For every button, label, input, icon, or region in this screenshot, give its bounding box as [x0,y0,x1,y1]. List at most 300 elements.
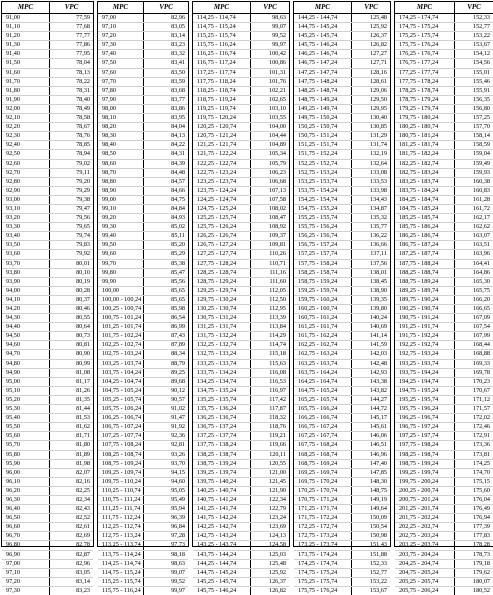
cell-vpc: 153,22 [472,32,490,40]
cell-mpc: 133,25 - 133,74 [193,360,251,368]
cell-vpc: 78,49 [76,104,90,112]
cell-mpc: 94,70 [2,350,50,358]
cell-vpc: 110,26 [269,250,286,258]
table-row [294,14,390,23]
cell-vpc: 131,29 [369,132,387,140]
cell-vpc: 153,67 [472,41,490,49]
cell-mpc: 91,80 [2,87,50,95]
table-row [98,32,188,41]
cell-vpc: 77,77 [76,32,90,40]
table-row [294,132,390,141]
table-row [193,569,289,578]
table-row [193,378,289,387]
table-row [98,241,188,250]
cell-mpc: 98,50 [98,150,144,158]
cell-vpc: 112,05 [269,286,286,294]
cell-vpc: 93,70 [171,459,185,467]
cell-vpc: 84,93 [171,214,185,222]
cell-mpc: 196,25 - 196,74 [395,414,455,422]
cell-mpc: 180,75 - 181,24 [395,132,455,140]
cell-vpc: 143,38 [369,377,387,385]
cell-mpc: 175,75 - 176,24 [294,587,352,595]
cell-mpc: 115,75 - 116,24 [193,41,251,49]
table-row [395,232,493,241]
cell-vpc: 87,43 [171,332,185,340]
table-row [193,50,289,59]
cell-mpc: 176,25 - 176,74 [395,50,455,58]
table-row [98,14,188,23]
table-row [2,96,93,105]
table-row [2,269,93,278]
cell-vpc: 78,76 [76,132,90,140]
cell-vpc: 91,47 [171,414,185,422]
table-row [395,214,493,223]
cell-mpc: 94,80 [2,360,50,368]
cell-vpc: 110,71 [269,259,286,267]
cell-mpc: 188,75 - 189,24 [395,278,455,286]
cell-mpc: 94,60 [2,341,50,349]
table-row [395,169,493,178]
cell-mpc: 130,25 - 130,74 [193,305,251,313]
cell-vpc: 114,29 [269,332,286,340]
cell-mpc: 204,25 - 204,74 [395,560,455,568]
table-row [193,350,289,359]
cell-vpc: 78,85 [76,141,90,149]
cell-vpc: 125,48 [369,14,387,21]
table-row [193,160,289,169]
table-row [193,387,289,396]
cell-vpc: 142,48 [369,359,387,367]
table-row [98,287,188,296]
cell-vpc: 173,36 [472,441,490,449]
table-row [98,23,188,32]
cell-vpc: 171,57 [472,405,490,413]
cell-vpc: 160,38 [472,177,490,185]
table-row [294,396,390,405]
cell-mpc: 115,75 - 116,24 [98,587,144,595]
cell-mpc: 108,25 - 108,74 [98,451,144,459]
cell-vpc: 83,59 [171,77,185,85]
table-row [294,105,390,114]
cell-vpc: 133,53 [369,177,387,185]
cell-mpc: 184,25 - 184,74 [395,196,455,204]
cell-vpc: 120,55 [268,459,286,467]
cell-vpc: 171,12 [472,395,490,403]
table-row [294,560,390,569]
cell-vpc: 165,30 [472,277,490,285]
cell-mpc: 92,50 [2,150,50,158]
cell-mpc: 143,75 - 144,24 [193,551,251,559]
cell-mpc: 94,30 [2,314,50,322]
table-row [395,87,493,96]
table-row [395,578,493,587]
table-row [294,369,390,378]
cell-vpc: 109,81 [268,241,286,249]
cell-vpc: 163,51 [472,241,490,249]
cell-mpc: 113,25 - 113,74 [98,541,144,549]
cell-vpc: 84,66 [171,186,185,194]
table-row [294,478,390,487]
cell-vpc: 99,97 [171,586,185,594]
cell-vpc: 114,74 [269,341,286,349]
cell-vpc: 176,94 [472,514,490,522]
table-row [294,323,390,332]
table-row [2,587,93,595]
table-row [294,59,390,68]
cell-mpc: 134,75 - 135,24 [193,387,251,395]
cell-mpc: 95,50 [2,423,50,431]
table-row [193,423,289,432]
column-header [395,2,493,14]
cell-vpc: 159,04 [472,150,490,158]
table-row [294,169,390,178]
cell-mpc: 94,20 [2,305,50,313]
cell-vpc: 89,68 [171,377,185,385]
cell-vpc: 98,18 [171,550,185,558]
table-row [193,578,289,587]
conversion-table [1,1,492,594]
cell-vpc: 104,00 [268,123,286,131]
table-row [395,532,493,541]
cell-vpc: 177,83 [472,532,490,540]
table-row [193,96,289,105]
table-row [294,469,390,478]
cell-mpc: 181,25 - 181,74 [395,141,455,149]
cell-mpc: 151,75 - 152,24 [294,150,352,158]
table-row [395,478,493,487]
cell-vpc: 80,46 [76,305,90,312]
cell-mpc: 160,75 - 161,24 [294,314,352,322]
cell-vpc: 79,20 [76,177,90,185]
cell-mpc: 114,75 - 115,24 [193,23,251,31]
cell-mpc: 96,10 [2,478,50,486]
table-row [395,23,493,32]
cell-mpc: 141,75 - 142,24 [193,514,251,522]
cell-vpc: 151,43 [369,541,387,549]
cell-mpc: 97,40 [98,50,144,58]
cell-vpc: 155,91 [472,86,490,94]
table-row [2,50,93,59]
cell-vpc: 85,20 [171,241,185,249]
cell-vpc: 147,40 [369,459,387,467]
cell-vpc: 153,22 [369,577,387,585]
cell-vpc: 85,11 [171,232,185,240]
table-row [294,523,390,532]
cell-mpc: 174,75 - 175,24 [395,23,455,31]
cell-vpc: 177,39 [472,523,490,531]
cell-mpc: 172,25 - 172,74 [294,523,352,531]
table-row [294,160,390,169]
table-row [2,332,93,341]
table-row [98,360,188,369]
table-row [294,514,390,523]
cell-mpc: 95,30 [2,405,50,413]
cell-vpc: 81,53 [76,414,90,422]
table-row [395,396,493,405]
cell-vpc: 84,39 [171,159,185,167]
cell-vpc: 134,43 [369,195,387,203]
table-row [193,223,289,232]
cell-mpc: 175,25 - 175,74 [395,32,455,40]
cell-vpc: 126,37 [369,32,387,40]
cell-vpc: 135,77 [369,223,387,231]
cell-mpc: 125,75 - 126,24 [193,223,251,231]
cell-vpc: 128,61 [369,77,387,85]
table-row [294,269,390,278]
cell-mpc: 127,25 - 127,74 [193,250,251,258]
cell-vpc: 84,57 [171,177,185,185]
cell-mpc: 100,25 - 100,74 [98,305,144,313]
cell-mpc: 140,25 - 140,74 [193,487,251,495]
table-row [98,296,188,305]
table-row [294,541,390,550]
cell-mpc: 124,25 - 124,74 [193,196,251,204]
table-row [193,441,289,450]
cell-mpc: 191,25 - 191,74 [395,323,455,331]
table-row [294,41,390,50]
cell-mpc: 146,25 - 146,74 [294,50,352,58]
cell-mpc: 200,75 - 201,24 [395,496,455,504]
table-row [294,532,390,541]
cell-mpc: 147,75 - 148,24 [294,78,352,86]
cell-mpc: 159,25 - 159,74 [294,287,352,295]
table-row [2,469,93,478]
table-row [294,360,390,369]
cell-vpc: 112,95 [269,305,286,312]
table-row [98,50,188,59]
table-row [2,432,93,441]
cell-vpc: 150,54 [369,523,387,531]
cell-vpc: 77,95 [76,50,90,58]
table-row [395,32,493,41]
cell-mpc: 137,75 - 138,24 [193,441,251,449]
cell-mpc: 153,25 - 153,74 [294,178,352,186]
cell-vpc: 95,49 [171,495,185,503]
cell-vpc: 130,40 [369,114,387,122]
cell-mpc: 138,75 - 139,24 [193,460,251,468]
cell-vpc: 129,06 [369,86,387,94]
cell-mpc: 190,25 - 190,74 [395,305,455,313]
cell-vpc: 79,02 [76,159,90,167]
cell-mpc: 113,75 - 114,24 [98,551,144,559]
cell-vpc: 78,58 [76,114,90,122]
cell-vpc: 82,07 [76,468,90,476]
cell-vpc: 92,36 [171,432,185,440]
table-row [294,187,390,196]
table-row [294,569,390,578]
cell-vpc: 146,96 [369,450,387,458]
cell-mpc: 95,40 [2,414,50,422]
table-row [294,405,390,414]
cell-mpc: 138,25 - 138,74 [193,451,251,459]
table-row [2,287,93,296]
cell-vpc: 169,33 [472,359,490,367]
cell-mpc: 181,75 - 182,24 [395,150,455,158]
cell-vpc: 96,84 [171,523,185,531]
cell-vpc: 83,14 [76,577,90,585]
cell-mpc: 128,25 - 128,74 [193,269,251,277]
cell-mpc: 178,25 - 178,74 [395,87,455,95]
table-row [193,269,289,278]
cell-mpc: 111,75 - 112,24 [98,514,144,522]
header-mpc: MPC [98,2,144,13]
cell-vpc: 83,41 [171,59,185,67]
table-row [294,387,390,396]
table-row [98,150,188,159]
cell-mpc: 99,90 [98,278,144,286]
table-row [193,178,289,187]
cell-mpc: 99,70 [98,260,144,268]
table-row [294,232,390,241]
cell-vpc: 103,10 [268,104,286,112]
cell-vpc: 180,07 [472,577,490,585]
cell-vpc: 81,80 [76,441,90,449]
cell-mpc: 93,00 [2,196,50,204]
cell-vpc: 152,33 [472,14,490,21]
cell-mpc: 121,75 - 122,24 [193,150,251,158]
table-row [395,360,493,369]
table-row [98,378,188,387]
cell-mpc: 98,10 [98,114,144,122]
table-row [193,23,289,32]
cell-mpc: 178,75 - 179,24 [395,96,455,104]
cell-mpc: 96,80 [2,541,50,549]
cell-vpc: 80,81 [76,341,90,349]
table-row [98,523,188,532]
table-row [2,14,93,23]
table-row [2,341,93,350]
cell-mpc: 106,25 - 106,74 [98,414,144,422]
cell-vpc: 85,47 [171,268,185,276]
cell-mpc: 174,25 - 174,74 [395,14,455,22]
cell-vpc: 154,56 [472,59,490,67]
cell-vpc: 135,32 [369,214,387,222]
table-row [98,405,188,414]
table-column-3 [192,1,290,594]
table-row [395,460,493,469]
table-row [2,78,93,87]
cell-mpc: 168,75 - 169,24 [294,460,352,468]
table-row [98,532,188,541]
cell-mpc: 155,75 - 156,24 [294,223,352,231]
table-row [294,250,390,259]
table-row [98,487,188,496]
table-row [395,141,493,150]
cell-mpc: 199,25 - 199,74 [395,469,455,477]
table-row [98,105,188,114]
table-row [98,250,188,259]
cell-vpc: 136,66 [369,241,387,249]
cell-mpc: 99,50 [98,241,144,249]
cell-mpc: 146,75 - 147,24 [294,59,352,67]
cell-mpc: 131,75 - 132,24 [193,332,251,340]
cell-mpc: 198,75 - 199,24 [395,460,455,468]
cell-mpc: 166,75 - 167,24 [294,423,352,431]
table-row [294,287,390,296]
table-row [294,350,390,359]
cell-vpc: 87,89 [171,341,185,349]
table-row [98,551,188,560]
table-row [193,305,289,314]
cell-mpc: 144,25 - 144,74 [294,14,352,22]
cell-mpc: 173,75 - 174,24 [294,551,352,559]
cell-mpc: 105,25 - 105,74 [98,396,144,404]
table-row [294,141,390,150]
cell-vpc: 82,78 [76,541,90,549]
table-row [193,232,289,241]
table-row [294,260,390,269]
cell-mpc: 175,25 - 175,74 [294,578,352,586]
cell-vpc: 179,18 [472,559,490,567]
cell-vpc: 140,24 [369,314,387,322]
cell-vpc: 108,02 [268,204,286,212]
cell-vpc: 81,26 [76,386,90,394]
cell-vpc: 172,46 [472,423,490,431]
table-rows [98,14,188,595]
cell-vpc: 168,88 [472,350,490,358]
table-row [98,396,188,405]
header-mpc: MPC [294,2,352,13]
table-row [98,269,188,278]
cell-mpc: 96,70 [2,532,50,540]
cell-vpc: 132,64 [369,159,387,167]
table-row [294,332,390,341]
cell-mpc: 100,75 - 101,24 [98,314,144,322]
cell-mpc: 97,20 [98,32,144,40]
table-row [395,132,493,141]
cell-mpc: 99,40 [98,232,144,240]
table-row [294,96,390,105]
cell-mpc: 93,30 [2,223,50,231]
cell-mpc: 93,10 [2,205,50,213]
cell-vpc: 86,54 [171,314,185,322]
cell-vpc: 176,49 [472,505,490,513]
cell-mpc: 187,25 - 187,74 [395,250,455,258]
cell-vpc: 101,76 [268,77,286,85]
table-row [98,432,188,441]
cell-mpc: 91,20 [2,32,50,40]
cell-vpc: 167,09 [472,314,490,322]
cell-mpc: 119,75 - 120,24 [193,114,251,122]
cell-vpc: 81,98 [76,459,90,467]
cell-vpc: 134,87 [369,204,387,212]
cell-mpc: 98,70 [98,169,144,177]
cell-mpc: 97,10 [98,23,144,31]
table-row [98,223,188,232]
cell-mpc: 109,75 - 110,24 [98,478,144,486]
cell-vpc: 172,02 [472,414,490,422]
cell-mpc: 180,25 - 180,74 [395,123,455,131]
cell-vpc: 167,54 [472,323,490,331]
table-row [98,587,188,595]
table-row [395,150,493,159]
table-row [294,578,390,587]
cell-mpc: 107,25 - 107,74 [98,432,144,440]
cell-vpc: 119,21 [269,432,286,440]
cell-vpc: 81,17 [76,377,90,385]
cell-vpc: 85,29 [171,250,185,258]
cell-mpc: 91,10 [2,23,50,31]
table-row [294,150,390,159]
cell-mpc: 152,25 - 152,74 [294,160,352,168]
cell-mpc: 139,75 - 140,24 [193,478,251,486]
cell-mpc: 190,75 - 191,24 [395,314,455,322]
table-row [2,123,93,132]
cell-mpc: 194,25 - 194,74 [395,378,455,386]
cell-vpc: 103,55 [268,114,286,122]
cell-vpc: 133,98 [369,186,387,194]
cell-vpc: 121,00 [268,468,286,476]
